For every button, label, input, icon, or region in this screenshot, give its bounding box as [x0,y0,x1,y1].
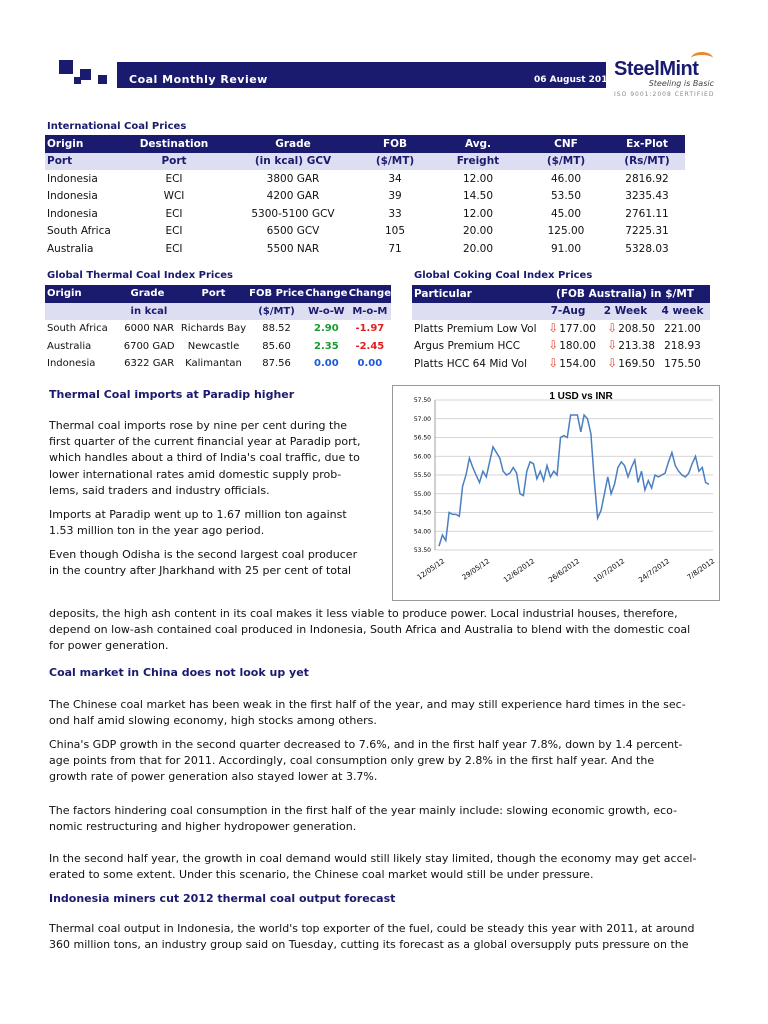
table-cell: 91.00 [550,242,582,255]
article-heading-paradip: Thermal Coal imports at Paradip higher [49,388,295,401]
table-cell: 12.00 [462,172,494,185]
y-tick-label: 57.50 [413,397,431,404]
logo-text-a: Steel [614,58,660,80]
table-cell: Richards Bay [180,323,247,335]
usd-inr-chart [392,385,720,601]
col-header: Origin [47,137,84,150]
table-cell: 20.00 [462,242,494,255]
logo-square [80,69,91,80]
y-tick-label: 55.00 [413,490,431,498]
down-arrow-icon: ⇩ [548,320,559,335]
table-cell: ECI [165,225,183,238]
table-row [412,338,710,356]
col-subheader: Port [161,155,187,168]
col-subheader: W-o-W [308,305,345,317]
table-row [45,338,391,356]
y-tick-label: 54.00 [413,528,431,536]
col-subheader: (in kcal) GCV [254,155,332,168]
table-cell: 20.00 [462,225,494,238]
table-cell: 71 [388,242,402,255]
table-cell: Australia [47,242,94,255]
col-header: Ex-Plot [626,137,668,150]
table-cell: 6500 GCV [266,225,320,238]
table-cell: 6700 GAD [123,340,175,352]
table-cell: 125.00 [547,225,585,238]
text-line: which handles about a third of India's coal traffic, due to [49,451,360,465]
table-cell: 46.00 [550,172,582,185]
y-tick-label: 56.00 [413,453,431,461]
price-7aug: 177.00 [559,322,596,335]
table-subheader-row [412,303,710,321]
text-line: nomic restructuring and higher hydropower generation. [49,820,357,834]
logo-text-b: Mint [659,58,699,80]
table-cell: 6322 GAR [124,358,175,370]
logo-square [59,60,73,74]
text-line: deposits, the high ash content in its coal makes it less viable to produce power. Local industrial houses, therefore, [49,607,678,620]
table-cell: 12.00 [462,207,494,220]
price-7aug: 154.00 [559,357,596,370]
col-header: Port [201,288,226,300]
thermal-index-table [45,285,391,373]
text-line: Thermal coal output in Indonesia, the world's top exporter of the fuel, could be steady this year with 2011, at around [49,922,695,935]
price-7aug: 180.00 [559,340,596,353]
coking-index-title: Global Coking Coal Index Prices [414,270,593,281]
table-cell: 5300-5100 GCV [251,207,335,220]
x-tick-label: 7/8/2012 [685,557,717,582]
down-arrow-icon: ⇩ [548,355,559,370]
table-cell: 7225.31 [625,225,669,238]
y-axis-ticks [414,397,431,554]
col-header: Change [348,288,391,300]
col-subheader: Freight [456,155,500,168]
x-tick-label: 26/6/2012 [547,557,582,585]
text-line: in the country after Jharkhand with 25 per cent of total [49,564,352,578]
x-tick-label: 29/05/12 [460,557,492,582]
text-line: lems, said traders and industry officials. [49,483,270,497]
y-tick-label: 55.50 [413,472,431,479]
text-line: Even though Odisha is the second largest coal producer [49,548,358,561]
table-cell [540,320,596,338]
article-paragraph [49,697,729,729]
table-cell: ECI [165,172,183,185]
price-2week: 213.38 [618,340,655,353]
col-header: Change [305,288,348,300]
y-tick-label: 53.50 [413,547,431,554]
price-2week: 208.50 [618,322,655,335]
col-subheader [45,303,121,321]
col-header: Grade [130,288,165,300]
table-cell: 88.52 [262,323,291,335]
col-subheader: 4 week [661,305,704,318]
change-mom: -2.45 [355,340,385,352]
table-cell: Indonesia [47,207,98,220]
table-cell: 39 [388,190,402,203]
text-line: 1.53 million ton in the year ago period. [49,524,265,538]
chart-title: 1 USD vs INR [549,391,613,402]
col-subheader: 7-Aug [550,305,586,318]
table-cell: Australia [47,340,92,352]
col-subheader: (Rs/MT) [624,155,670,168]
table-cell: WCI [163,190,185,203]
table-cell: Argus Premium HCC [414,340,521,353]
col-header: Destination [139,137,209,150]
article-paragraph [49,737,729,786]
table-cell: 33 [388,207,402,220]
table-cell: 53.50 [550,190,582,203]
col-header: FOB Price [249,288,304,300]
col-subheader: ($/MT) [258,305,295,317]
y-tick-label: 54.50 [413,509,431,517]
article-paragraph [49,507,379,539]
table-cell: ECI [165,242,183,255]
table-cell [596,320,655,338]
table-cell: Indonesia [47,172,98,185]
col-header: Particular [414,287,472,300]
article-paragraph [49,547,379,579]
col-header: Origin [47,288,82,300]
thermal-index-title: Global Thermal Coal Index Prices [47,270,233,281]
col-header: Avg. [464,137,492,150]
col-subheader: 2 Week [603,305,648,318]
text-line: first quarter of the current financial year at Paradip port, [49,435,361,449]
series-line [439,415,709,546]
chart-svg [393,386,719,600]
text-line: 360 million tons, an industry group said on Tuesday, cutting its forecast as a global oversupply puts pressure on the [49,938,689,952]
y-tick-label: 56.50 [413,434,431,442]
table-cell: South Africa [47,225,111,238]
table-header-row [45,135,685,153]
table-header-row [412,285,710,303]
article-heading-indonesia: Indonesia miners cut 2012 thermal coal output forecast [49,892,396,905]
table-cell: ECI [165,207,183,220]
col-subheader: ($/MT) [546,155,586,168]
price-4week: 221.00 [664,322,701,335]
table-cell: 3235.43 [625,190,669,203]
down-arrow-icon: ⇩ [607,338,618,353]
table-cell: 105 [384,225,406,238]
col-header: Grade [275,137,311,150]
x-tick-label: 12/05/12 [415,557,447,582]
table-cell: 5328.03 [625,242,669,255]
table-cell: 6000 NAR [124,323,175,335]
table-cell [540,355,596,373]
text-line: Thermal coal imports rose by nine per cent during the [49,419,348,432]
col-subheader: Port [47,155,73,168]
x-tick-label: 24/7/2012 [637,557,672,585]
article-paragraph [49,418,379,499]
text-line: In the second half year, the growth in coal demand would still likely stay limited, though the economy may get accel- [49,852,697,865]
table-cell: Platts Premium Low Vol [414,322,537,335]
table-cell [540,338,596,356]
change-mom: -1.97 [355,323,385,335]
table-cell: Indonesia [47,358,96,370]
price-4week: 218.93 [664,340,701,353]
logo-square [74,77,81,84]
article-paragraph [49,851,729,883]
logo-swoosh-icon [691,52,713,65]
table-cell: 85.60 [262,340,291,352]
table-cell [596,338,655,356]
table-header-row [45,285,391,303]
table-cell [596,355,655,373]
coking-index-table [412,285,710,373]
table-row [45,240,685,258]
col-subheader: M-o-M [352,305,388,317]
table-cell: Kalimantan [185,358,242,370]
intl-prices-title: International Coal Prices [47,121,187,132]
table-row [45,223,685,241]
col-header: CNF [554,137,578,150]
table-cell: 45.00 [550,207,582,220]
table-cell: 34 [388,172,402,185]
text-line: for power generation. [49,639,169,653]
change-wow: 2.90 [314,323,339,335]
article-paragraph [49,803,729,835]
article-heading-china: Coal market in China does not look up yet [49,666,309,679]
logo-cert: ISO 9001:2008 CERTIFIED [614,91,715,98]
report-title: Coal Monthly Review [129,73,268,86]
col-subheader [412,303,540,321]
logo-tagline: Steeling is Basic [648,79,714,88]
text-line: lower international rates amid domestic supply prob- [49,467,342,481]
change-mom: 0.00 [357,358,383,370]
table-cell: Newcastle [187,340,240,352]
change-wow: 0.00 [314,358,339,370]
table-subheader-row [45,153,685,171]
price-4week: 175.50 [664,357,701,370]
text-line: growth rate of power generation also stayed lower at 3.7%. [49,770,378,784]
logo-square [98,75,107,84]
article-paragraph [49,606,729,655]
text-line: depend on low-ash contained coal produced in Indonesia, South Africa and Australia to blend with the domestic coal [49,623,691,637]
table-cell: Platts HCC 64 Mid Vol [414,357,528,370]
steelmint-logo [614,58,722,98]
col-subheader: ($/MT) [375,155,415,168]
table-cell: Indonesia [47,190,98,203]
col-header: FOB [382,137,408,150]
price-2week: 169.50 [618,357,655,370]
y-tick-label: 57.00 [413,415,431,423]
col-header: (FOB Australia) in $/MT [556,287,694,300]
table-subheader-row [45,303,391,321]
table-row [45,320,391,338]
table-row [45,205,685,223]
table-cell: 3800 GAR [266,172,320,185]
x-tick-label: 10/7/2012 [592,557,627,585]
text-line: China's GDP growth in the second quarter decreased to 7.6%, and in the first half year 7.8%, down by 1.4 percent- [49,738,683,751]
down-arrow-icon: ⇩ [548,338,559,353]
table-cell: 5500 NAR [266,242,320,255]
table-cell: South Africa [47,323,108,335]
text-line: erated to some extent. Under this scenario, the Chinese coal market would still be under pressure. [49,868,594,882]
table-row [45,188,685,206]
table-row [412,320,710,338]
table-cell: 2816.92 [625,172,669,185]
down-arrow-icon: ⇩ [607,355,618,370]
table-cell: 2761.11 [625,207,669,220]
col-subheader: in kcal [130,305,168,317]
table-cell: 4200 GAR [266,190,320,203]
text-line: The factors hindering coal consumption in the first half of the year mainly include: slowing economic growth, eco- [49,804,678,817]
text-line: age points from that for 2011. Accordingly, coal consumption only grew by 2.8% in the first half year. And the [49,754,655,768]
text-line: ond half amid slowing economy, high stocks among others. [49,714,377,728]
table-cell: 87.56 [262,358,291,370]
down-arrow-icon: ⇩ [607,320,618,335]
change-wow: 2.35 [314,340,339,352]
intl-prices-table [45,135,685,258]
article-paragraph [49,921,729,953]
text-line: The Chinese coal market has been weak in the first half of the year, and may still experience hard times in the sec- [49,698,686,711]
table-row [45,355,391,373]
text-line: Imports at Paradip went up to 1.67 million ton against [49,508,347,521]
table-cell: 14.50 [462,190,494,203]
report-date: 06 August 2012 [534,75,614,85]
x-axis-ticks [416,557,716,584]
table-row [412,355,710,373]
table-row [45,170,685,188]
col-subheader [178,303,249,321]
x-tick-label: 12/6/2012 [502,557,537,585]
